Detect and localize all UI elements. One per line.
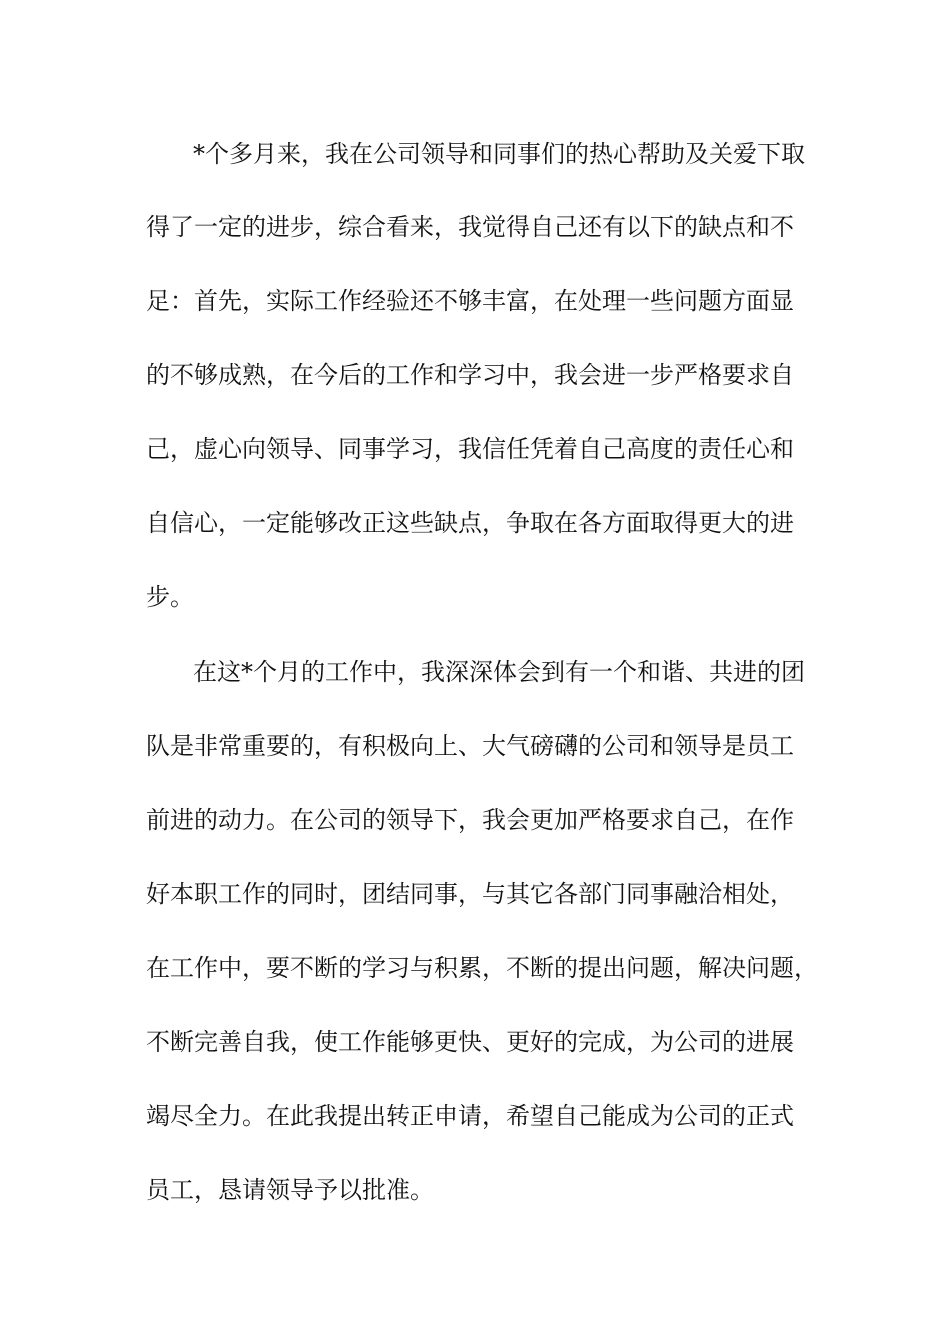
paragraph-line: 队是非常重要的，有积极向上、大气磅礴的公司和领导是员工 [146,732,794,760]
paragraph-line: 己，虚心向领导、同事学习，我信任凭着自己高度的责任心和 [146,435,794,463]
paragraph-line: 自信心，一定能够改正这些缺点，争取在各方面取得更大的进 [146,509,794,537]
paragraph-line: 前进的动力。在公司的领导下，我会更加严格要求自己，在作 [146,806,794,834]
paragraph-line: 员工，恳请领导予以批准。 [146,1176,434,1204]
paragraph-line: 足：首先，实际工作经验还不够丰富，在处理一些问题方面显 [146,287,794,315]
paragraph-line: 好本职工作的同时，团结同事，与其它各部门同事融洽相处， [146,880,794,908]
paragraph-line: 不断完善自我，使工作能够更快、更好的完成，为公司的进展 [146,1028,794,1056]
paragraph-line: 得了一定的进步，综合看来，我觉得自己还有以下的缺点和不 [146,213,794,241]
paragraph-line: 的不够成熟，在今后的工作和学习中，我会进一步严格要求自 [146,361,794,389]
paragraph-line: *个多月来，我在公司领导和同事们的热心帮助及关爱下取 [193,140,805,168]
paragraph-line: 在这*个月的工作中，我深深体会到有一个和谐、共进的团 [193,658,805,686]
paragraph-line: 竭尽全力。在此我提出转正申请，希望自己能成为公司的正式 [146,1102,794,1130]
paragraph-line: 在工作中，要不断的学习与积累，不断的提出问题，解决问题， [146,954,818,982]
paragraph-line: 步。 [146,583,194,611]
